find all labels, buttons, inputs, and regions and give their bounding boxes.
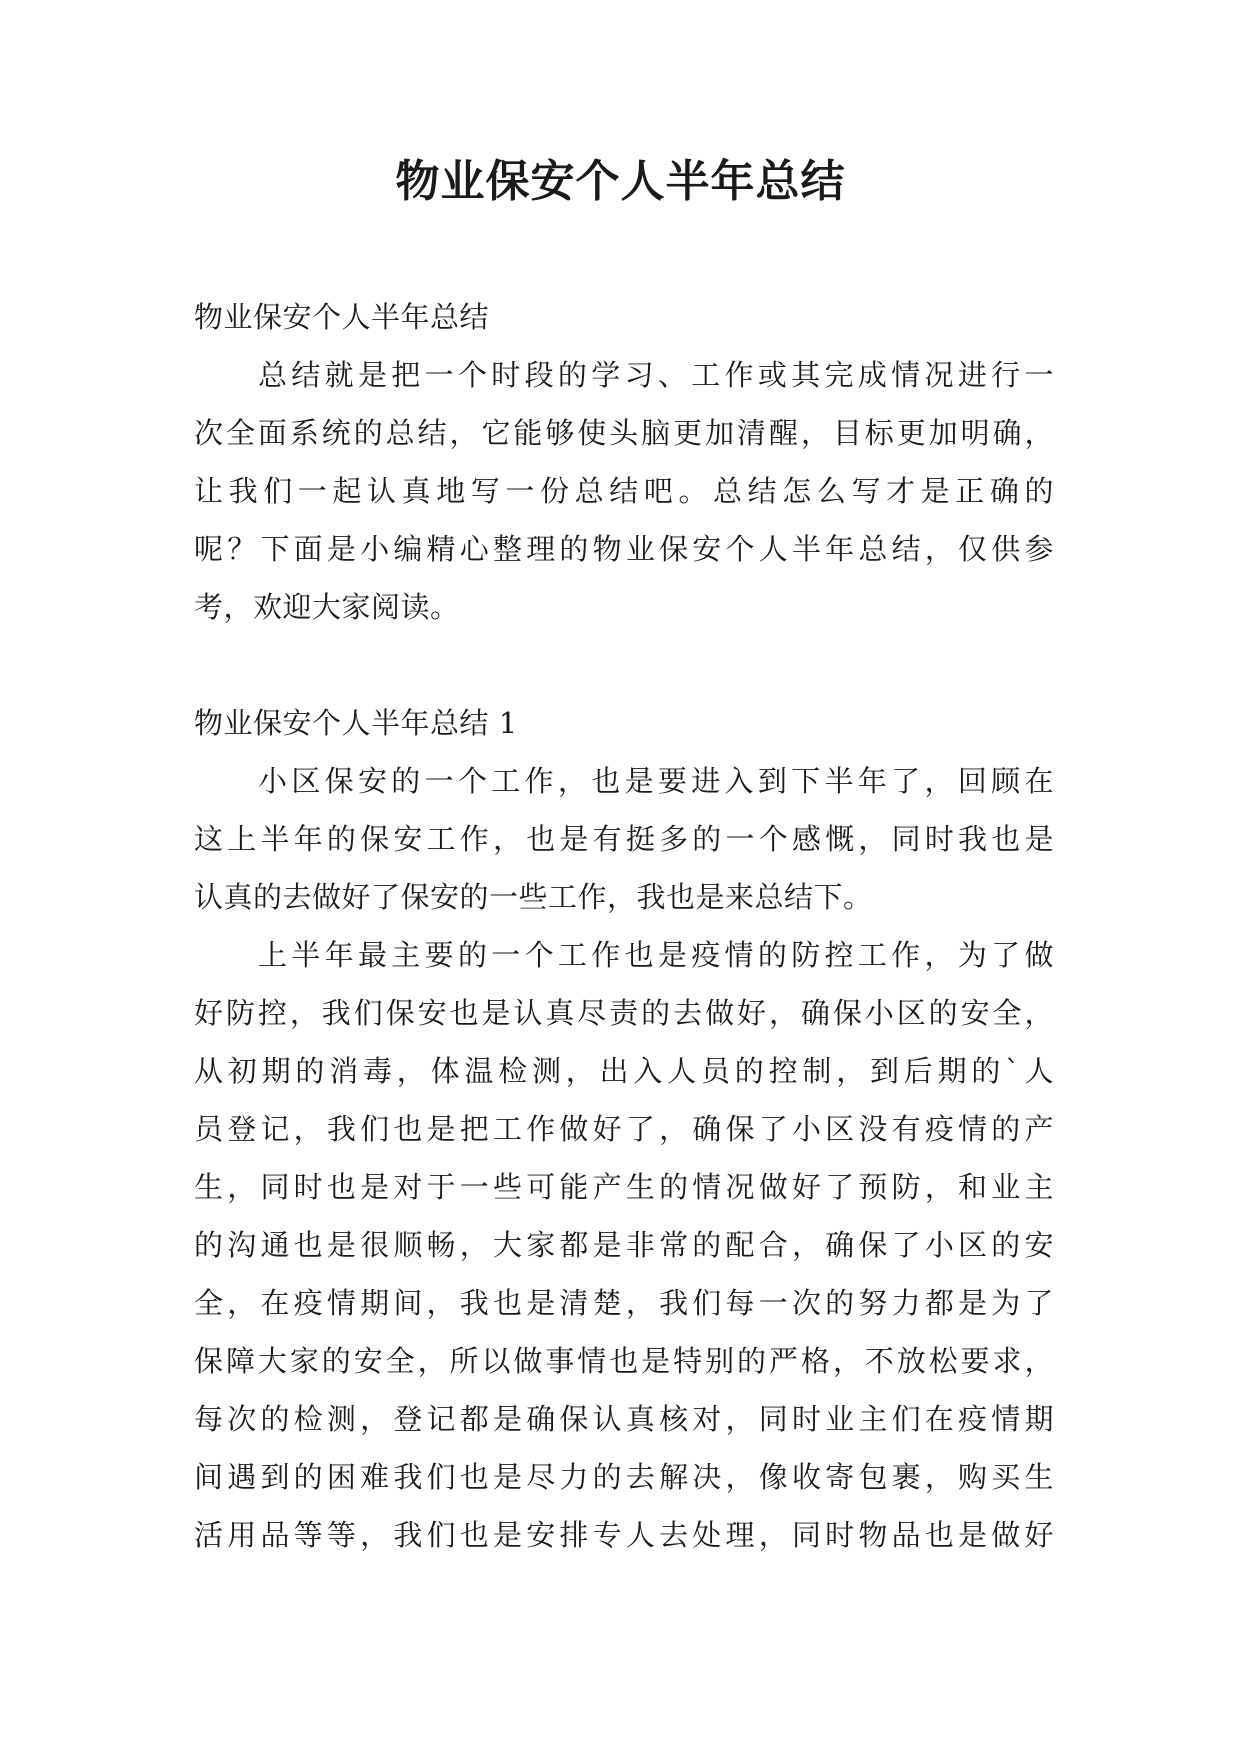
- document-subtitle: 物业保安个人半年总结: [194, 300, 490, 334]
- paragraph-gap: [194, 636, 1054, 694]
- text-line: 全，在疫情期间，我也是清楚，我们每一次的努力都是为了: [194, 1286, 1054, 1320]
- text-line: 每次的检测，登记都是确保认真核对，同时业主们在疫情期: [194, 1402, 1054, 1436]
- intro-paragraph: [194, 346, 1054, 636]
- text-line: 总结就是把一个时段的学习、工作或其完成情况进行一: [258, 358, 1054, 392]
- text-line: 认真的去做好了保安的一些工作，我也是来总结下。: [194, 880, 873, 914]
- text-line: 次全面系统的总结，它能够使头脑更加清醒，目标更加明确，: [194, 416, 1054, 450]
- text-line: 让我们一起认真地写一份总结吧。总结怎么写才是正确的: [194, 474, 1054, 508]
- text-line: 的沟通也是很顺畅，大家都是非常的配合，确保了小区的安: [194, 1228, 1054, 1262]
- document-body: [194, 288, 1054, 1564]
- text-line: 活用品等等，我们也是安排专人去处理，同时物品也是做好: [194, 1518, 1054, 1552]
- text-line: 上半年最主要的一个工作也是疫情的防控工作，为了做: [258, 938, 1054, 972]
- document-title: 物业保安个人半年总结: [395, 156, 846, 207]
- text-line: 好防控，我们保安也是认真尽责的去做好，确保小区的安全，: [194, 996, 1054, 1030]
- section-heading: 物业保安个人半年总结 1: [194, 706, 518, 740]
- text-line: 呢？下面是小编精心整理的物业保安个人半年总结，仅供参: [194, 532, 1054, 566]
- text-line: 小区保安的一个工作，也是要进入到下半年了，回顾在: [258, 764, 1054, 798]
- text-line: 考，欢迎大家阅读。: [194, 590, 460, 624]
- text-line: 保障大家的安全，所以做事情也是特别的严格，不放松要求，: [194, 1344, 1054, 1378]
- text-line: 员登记，我们也是把工作做好了，确保了小区没有疫情的产: [194, 1112, 1054, 1146]
- paragraph-2: [194, 926, 1054, 1564]
- text-line: 这上半年的保安工作，也是有挺多的一个感慨，同时我也是: [194, 822, 1054, 856]
- text-line: 从初期的消毒，体温检测，出入人员的控制，到后期的`人: [194, 1054, 1054, 1088]
- text-line: 生，同时也是对于一些可能产生的情况做好了预防，和业主: [194, 1170, 1054, 1204]
- text-line: 间遇到的困难我们也是尽力的去解决，像收寄包裹，购买生: [194, 1460, 1054, 1494]
- paragraph-1: [194, 752, 1054, 926]
